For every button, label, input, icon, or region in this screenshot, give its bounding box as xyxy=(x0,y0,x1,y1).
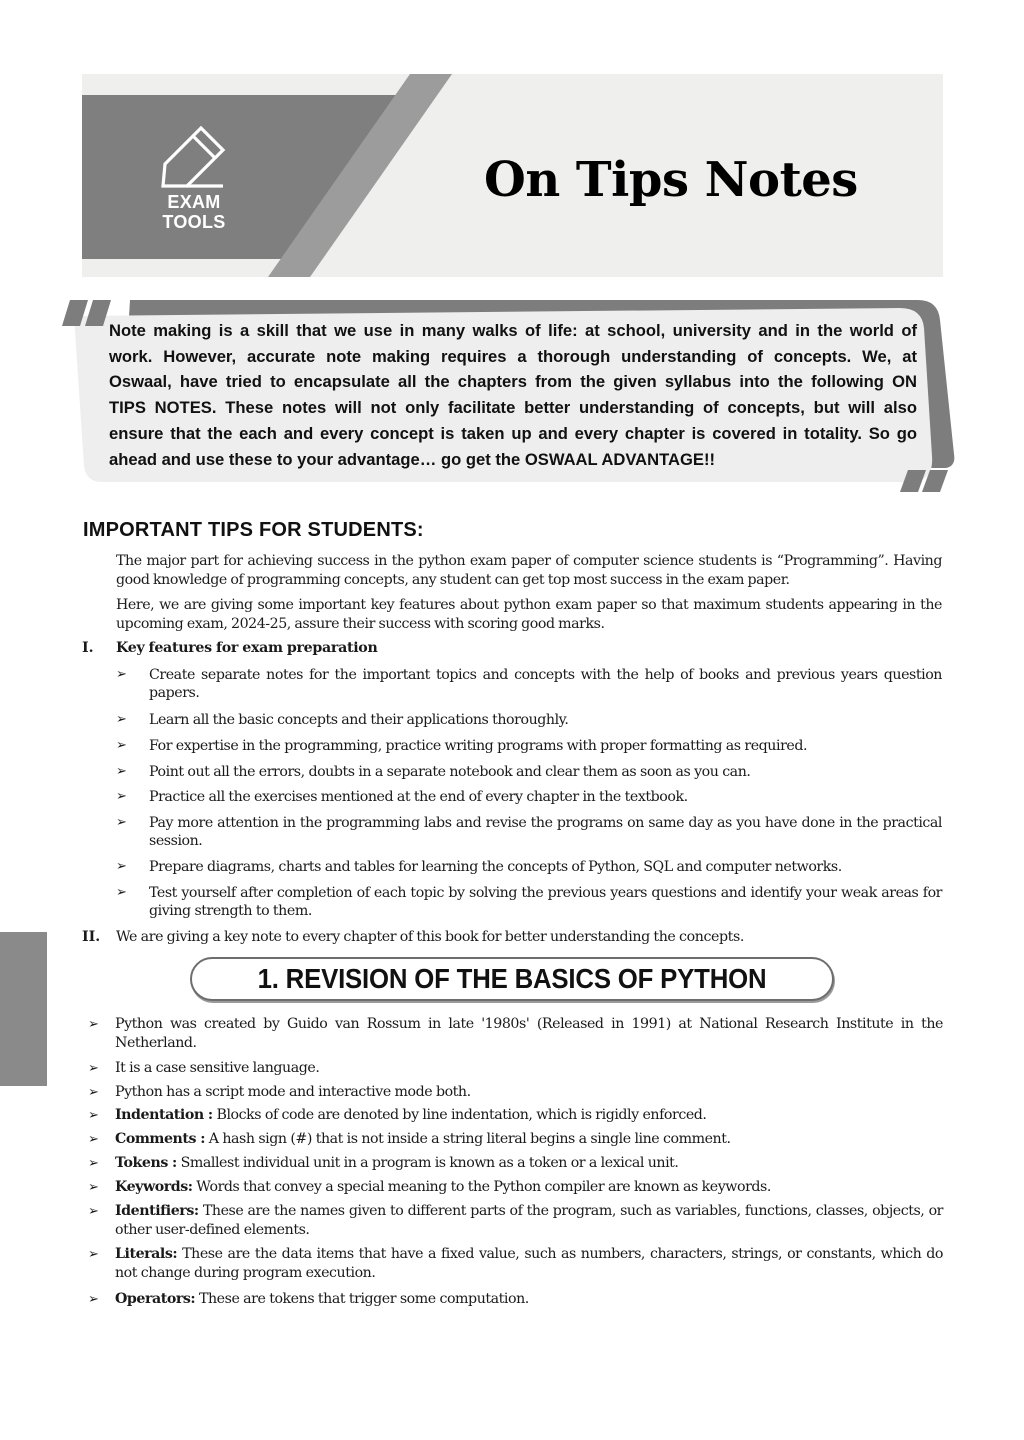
tip-item xyxy=(116,666,942,702)
chapter-point-term: Identifiers: xyxy=(115,1203,199,1219)
tip-item xyxy=(116,858,942,876)
chapter-point-body: Words that convey a special meaning to the Python compiler are known as keywords. xyxy=(192,1179,771,1195)
chapter-point xyxy=(88,1106,943,1125)
arrowhead-bullet-icon: ➢ xyxy=(116,815,127,830)
badge-line-2: TOOLS xyxy=(162,212,226,232)
chapter-title-pill xyxy=(190,957,834,1001)
point-two-numeral: II. xyxy=(82,929,101,945)
tip-text: Test yourself after completion of each topic by solving the previous years questions and identify your weak areas for giving strength to them. xyxy=(149,885,942,919)
point-one-numeral: I. xyxy=(82,640,94,656)
arrowhead-bullet-icon: ➢ xyxy=(88,1180,99,1195)
tip-item xyxy=(116,711,942,729)
chapter-point xyxy=(88,1245,943,1283)
chapter-point-body: Smallest individual unit in a program is known as a token or a lexical unit. xyxy=(176,1155,679,1171)
header-banner xyxy=(82,74,943,277)
chapter-point-body: These are tokens that trigger some computation. xyxy=(195,1291,529,1307)
arrowhead-bullet-icon: ➢ xyxy=(88,1292,99,1307)
chapter-point-term: Indentation : xyxy=(115,1107,213,1123)
arrowhead-bullet-icon: ➢ xyxy=(116,764,127,779)
tips-paragraph-2: Here, we are giving some important key features about python exam paper so that maximum students appearing in the upcoming exam, 2024-25, assure their success with scoring good marks. xyxy=(116,597,942,632)
intro-quote-text xyxy=(109,318,917,472)
chapter-point xyxy=(88,1059,943,1078)
chapter-point-body: These are the names given to different parts of the program, such as variables, functions, classes, objects, or other user-defined elements. xyxy=(115,1203,943,1238)
chapter-point-text xyxy=(115,1106,943,1125)
chapter-point-text xyxy=(115,1290,943,1309)
page-title: On Tips Notes xyxy=(484,152,858,208)
chapter-point-term: Keywords: xyxy=(115,1179,193,1195)
chapter-point-text xyxy=(115,1059,943,1078)
side-chapter-tab xyxy=(0,932,47,1086)
quote-line: Oswaal, have tried to encapsulate all the chapters from the given syllabus into the following ON xyxy=(109,372,917,392)
intro-quote-box xyxy=(60,296,960,496)
tips-paragraph-1: The major part for achieving success in the python exam paper of computer science students is “Programming”. Having good knowledge of programming concepts, any student can get top most success in the exam paper. xyxy=(116,553,942,588)
tip-text: Create separate notes for the important topics and concepts with the help of books and previous years question papers. xyxy=(149,667,942,701)
arrowhead-bullet-icon: ➢ xyxy=(116,712,127,727)
quote-line: TIPS NOTES. These notes will not only facilitate better understanding of concepts, but will also xyxy=(109,398,917,418)
chapter-point-term: Operators: xyxy=(115,1291,196,1307)
tip-text: Pay more attention in the programming labs and revise the programs on same day as you have done in the practical session. xyxy=(149,815,942,849)
exam-tools-badge xyxy=(154,192,234,232)
chapter-point-text xyxy=(115,1202,943,1240)
chapter-point xyxy=(88,1130,943,1149)
chapter-point-body: Blocks of code are denoted by line indentation, which is rigidly enforced. xyxy=(212,1107,707,1123)
arrowhead-bullet-icon: ➢ xyxy=(116,789,127,804)
tip-item xyxy=(116,763,942,781)
quote-mark-icon-open xyxy=(62,300,111,326)
chapter-point xyxy=(88,1290,943,1309)
badge-line-1: EXAM xyxy=(167,192,221,212)
quote-mark-icon-close xyxy=(900,470,948,492)
chapter-point-text xyxy=(115,1130,943,1149)
chapter-point xyxy=(88,1154,943,1173)
chapter-point xyxy=(88,1015,943,1053)
chapter-point-term: Tokens : xyxy=(115,1155,177,1171)
arrowhead-bullet-icon: ➢ xyxy=(116,859,127,874)
tip-text: Practice all the exercises mentioned at the end of every chapter in the textbook. xyxy=(149,789,688,805)
chapter-point-text xyxy=(115,1245,943,1283)
tip-text: Point out all the errors, doubts in a separate notebook and clear them as soon as you can. xyxy=(149,764,751,780)
arrowhead-bullet-icon: ➢ xyxy=(88,1247,99,1262)
chapter-point-body: It is a case sensitive language. xyxy=(115,1060,320,1076)
chapter-point xyxy=(88,1202,943,1240)
chapter-point xyxy=(88,1178,943,1197)
chapter-point-text xyxy=(115,1178,943,1197)
arrowhead-bullet-icon: ➢ xyxy=(116,667,127,682)
arrowhead-bullet-icon: ➢ xyxy=(116,885,127,900)
tip-item xyxy=(116,788,942,806)
quote-line: ahead and use these to your advantage… go get the OSWAAL ADVANTAGE!! xyxy=(109,449,716,469)
arrowhead-bullet-icon: ➢ xyxy=(116,738,127,753)
arrowhead-bullet-icon: ➢ xyxy=(88,1132,99,1147)
chapter-point-body: These are the data items that have a fixed value, such as numbers, characters, strings, or constants, which do not change during program execution. xyxy=(115,1246,943,1281)
pencil-icon xyxy=(157,122,227,192)
arrowhead-bullet-icon: ➢ xyxy=(88,1204,99,1219)
chapter-title: 1. REVISION OF THE BASICS OF PYTHON xyxy=(257,963,767,994)
arrowhead-bullet-icon: ➢ xyxy=(88,1061,99,1076)
chapter-point-body: Python has a script mode and interactive mode both. xyxy=(115,1084,471,1100)
chapter-point-text xyxy=(115,1015,943,1053)
arrowhead-bullet-icon: ➢ xyxy=(88,1017,99,1032)
chapter-point-term: Literals: xyxy=(115,1246,178,1262)
arrowhead-bullet-icon: ➢ xyxy=(88,1108,99,1123)
arrowhead-bullet-icon: ➢ xyxy=(88,1085,99,1100)
chapter-point-text xyxy=(115,1083,943,1102)
tip-item xyxy=(116,737,942,755)
tip-text: For expertise in the programming, practice writing programs with proper formatting as required. xyxy=(149,738,808,754)
tip-item xyxy=(116,884,942,920)
section-heading-tips: IMPORTANT TIPS FOR STUDENTS: xyxy=(83,519,424,541)
quote-line: work. However, accurate note making requires a thorough understanding of concepts. We, at xyxy=(109,346,917,366)
chapter-point-text xyxy=(115,1154,943,1173)
chapter-point-body: A hash sign (#) that is not inside a string literal begins a single line comment. xyxy=(205,1131,731,1147)
point-two-text: We are giving a key note to every chapter of this book for better understanding the concepts. xyxy=(116,929,744,945)
chapter-point-term: Comments : xyxy=(115,1131,206,1147)
point-one-title: Key features for exam preparation xyxy=(116,640,378,656)
quote-line: Note making is a skill that we use in many walks of life: at school, university and in the world of xyxy=(109,321,917,340)
tip-text: Prepare diagrams, charts and tables for learning the concepts of Python, SQL and computer networks. xyxy=(149,859,842,875)
tip-item xyxy=(116,814,942,850)
chapter-point xyxy=(88,1083,943,1102)
chapter-point-body: Python was created by Guido van Rossum in late '1980s' (Released in 1991) at National Research Institute in the Netherland. xyxy=(115,1016,943,1051)
arrowhead-bullet-icon: ➢ xyxy=(88,1156,99,1171)
tip-text: Learn all the basic concepts and their applications thoroughly. xyxy=(149,712,569,728)
quote-line: ensure that the each and every concept is taken up and every chapter is covered in totality. So go xyxy=(109,423,917,443)
